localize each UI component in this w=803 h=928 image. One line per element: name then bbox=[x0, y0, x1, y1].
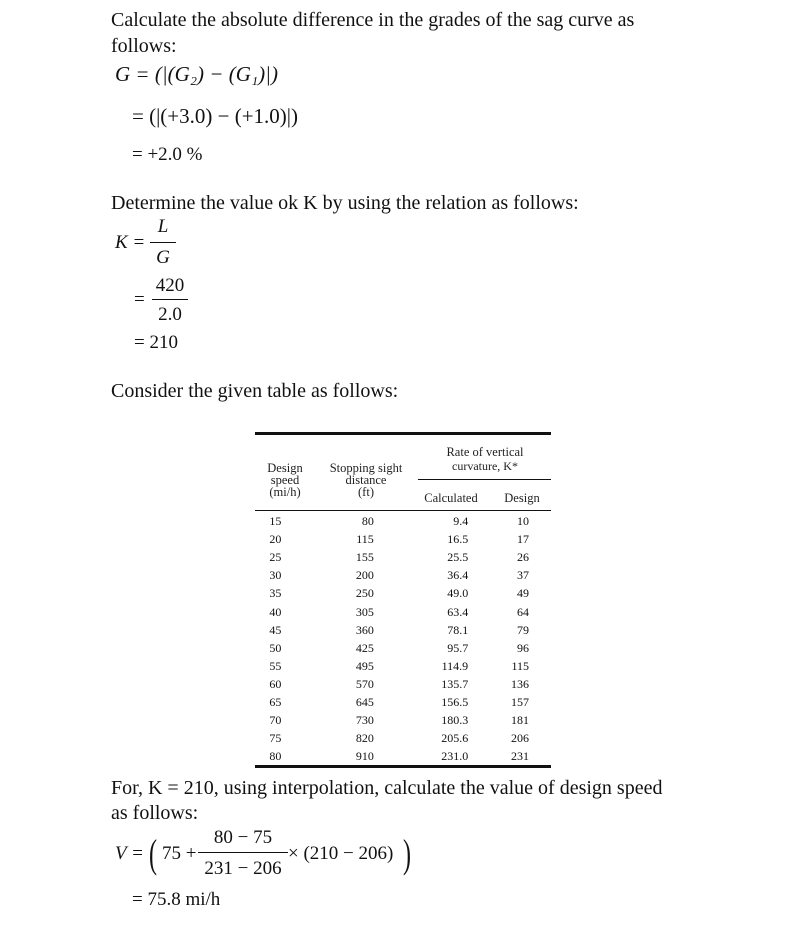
ssd-cell: 305 bbox=[355, 604, 374, 619]
speed-cell: 70 bbox=[269, 713, 282, 728]
table-row bbox=[255, 530, 551, 548]
fraction-bar bbox=[150, 242, 176, 243]
design-cell: 17 bbox=[517, 532, 529, 547]
calculated-header: Calculated bbox=[424, 491, 478, 505]
calculated-cell: 114.9 bbox=[441, 658, 469, 673]
table-row bbox=[255, 512, 551, 530]
design-cell: 79 bbox=[517, 622, 529, 637]
calculated-cell: 16.5 bbox=[447, 532, 469, 547]
grade-equation-line-2: = (|(+3.0) − (+1.0)|) bbox=[132, 104, 298, 128]
table-bottom-rule bbox=[255, 765, 551, 768]
ssd-cell: 80 bbox=[361, 514, 374, 529]
k-group-header-line: curvature, K* bbox=[452, 458, 518, 473]
calculated-cell: 9.4 bbox=[453, 514, 469, 529]
k-group-header bbox=[420, 446, 550, 473]
design-cell: 231 bbox=[511, 749, 529, 764]
speed-cell: 15 bbox=[269, 514, 282, 529]
ssd-cell: 250 bbox=[355, 586, 374, 601]
intro-line-2: follows: bbox=[111, 35, 177, 57]
header-line: Design bbox=[267, 461, 303, 475]
design-cell: 49 bbox=[517, 586, 529, 601]
fraction-bar bbox=[198, 852, 288, 853]
table-row bbox=[255, 657, 551, 675]
header-line: Stopping sight bbox=[329, 461, 403, 475]
speed-cell: 65 bbox=[269, 694, 282, 709]
header-line: distance bbox=[345, 472, 387, 487]
speed-cell: 80 bbox=[269, 749, 282, 764]
v-result: = 75.8 mi/h bbox=[132, 889, 221, 910]
k-intro: Determine the value ok K by using the relation as follows: bbox=[111, 192, 579, 214]
speed-cell: 40 bbox=[269, 604, 282, 619]
speed-cell: 45 bbox=[269, 622, 282, 637]
calculated-cell: 205.6 bbox=[441, 731, 469, 746]
ssd-cell: 200 bbox=[355, 568, 374, 583]
v-denominator: 231 − 206 bbox=[204, 858, 282, 879]
interp-intro-line-2: as follows: bbox=[111, 802, 199, 824]
design-cell: 136 bbox=[511, 676, 529, 691]
design-cell: 26 bbox=[517, 550, 529, 565]
speed-cell: 30 bbox=[269, 568, 282, 583]
k-lhs: K = bbox=[115, 232, 146, 253]
table-row bbox=[255, 729, 551, 747]
calculated-cell: 156.5 bbox=[441, 694, 469, 709]
ssd-cell: 495 bbox=[355, 658, 374, 673]
speed-cell: 60 bbox=[269, 676, 282, 691]
k-equals: = bbox=[134, 289, 145, 310]
grade-equation-line-1: G = (|(G₂) − (G₁)|) bbox=[115, 62, 278, 86]
speed-cell: 75 bbox=[269, 731, 282, 746]
speed-cell: 25 bbox=[269, 550, 282, 565]
grade-equation-result: = +2.0 % bbox=[132, 144, 203, 165]
table-row bbox=[255, 602, 551, 620]
calculated-cell: 78.1 bbox=[447, 622, 469, 637]
calculated-cell: 25.5 bbox=[447, 550, 469, 565]
design-cell: 181 bbox=[511, 713, 529, 728]
ssd-cell: 820 bbox=[355, 731, 374, 746]
speed-cell: 55 bbox=[269, 658, 282, 673]
design-speed-table bbox=[255, 512, 551, 765]
k-denominator-2: 2.0 bbox=[158, 304, 182, 325]
speed-cell: 35 bbox=[269, 586, 282, 601]
design-cell: 206 bbox=[511, 731, 529, 746]
ssd-cell: 730 bbox=[355, 713, 374, 728]
design-cell: 115 bbox=[511, 658, 529, 673]
v-tail: × (210 − 206) bbox=[288, 843, 394, 864]
interp-intro-line-1: For, K = 210, using interpolation, calculate the value of design speed bbox=[111, 777, 663, 799]
table-row bbox=[255, 566, 551, 584]
table-row bbox=[255, 584, 551, 602]
design-header: Design bbox=[504, 491, 540, 505]
intro-line-1: Calculate the absolute difference in the grades of the sag curve as bbox=[111, 9, 635, 31]
table-row bbox=[255, 693, 551, 711]
open-paren: ( bbox=[149, 831, 157, 876]
speed-header bbox=[258, 463, 312, 499]
close-paren: ) bbox=[403, 831, 411, 876]
calculated-cell: 180.3 bbox=[441, 713, 469, 728]
speed-cell: 20 bbox=[269, 532, 282, 547]
table-row bbox=[255, 675, 551, 693]
design-cell: 10 bbox=[517, 514, 529, 529]
calculated-cell: 36.4 bbox=[447, 568, 469, 583]
ssd-cell: 645 bbox=[355, 694, 374, 709]
design-cell: 157 bbox=[511, 694, 529, 709]
k-group-header-line: Rate of vertical bbox=[446, 445, 524, 459]
table-row bbox=[255, 548, 551, 566]
v-lhs: V = bbox=[115, 843, 144, 864]
ssd-cell: 115 bbox=[356, 532, 374, 547]
table-row bbox=[255, 747, 551, 765]
ssd-cell: 155 bbox=[355, 550, 374, 565]
fraction-bar bbox=[152, 299, 188, 300]
ssd-cell: 360 bbox=[355, 622, 374, 637]
design-cell: 64 bbox=[517, 604, 529, 619]
v-term: 75 + bbox=[162, 843, 197, 864]
calculated-cell: 95.7 bbox=[447, 640, 469, 655]
header-line: (mi/h) bbox=[269, 484, 301, 499]
header-line: speed bbox=[270, 472, 300, 487]
k-numerator-420: 420 bbox=[155, 275, 185, 296]
k-numerator-L: L bbox=[157, 216, 169, 237]
speed-cell: 50 bbox=[269, 640, 282, 655]
table-top-rule bbox=[255, 432, 551, 435]
ssd-cell: 910 bbox=[355, 749, 374, 764]
calculated-cell: 63.4 bbox=[447, 604, 469, 619]
header-line: (ft) bbox=[358, 484, 374, 499]
table-row bbox=[255, 639, 551, 657]
v-numerator: 80 − 75 bbox=[213, 827, 273, 848]
calculated-cell: 49.0 bbox=[447, 586, 469, 601]
table-intro: Consider the given table as follows: bbox=[111, 380, 399, 402]
table-row bbox=[255, 711, 551, 729]
header-rule bbox=[255, 510, 551, 511]
table-row bbox=[255, 621, 551, 639]
calculated-cell: 231.0 bbox=[441, 749, 469, 764]
design-cell: 96 bbox=[517, 640, 529, 655]
calculated-cell: 135.7 bbox=[441, 676, 469, 691]
ssd-header bbox=[318, 463, 414, 499]
ssd-cell: 425 bbox=[355, 640, 374, 655]
k-group-rule bbox=[418, 479, 551, 480]
k-denominator-G: G bbox=[156, 247, 170, 268]
design-cell: 37 bbox=[517, 568, 529, 583]
ssd-cell: 570 bbox=[355, 676, 374, 691]
k-result: = 210 bbox=[134, 332, 178, 353]
